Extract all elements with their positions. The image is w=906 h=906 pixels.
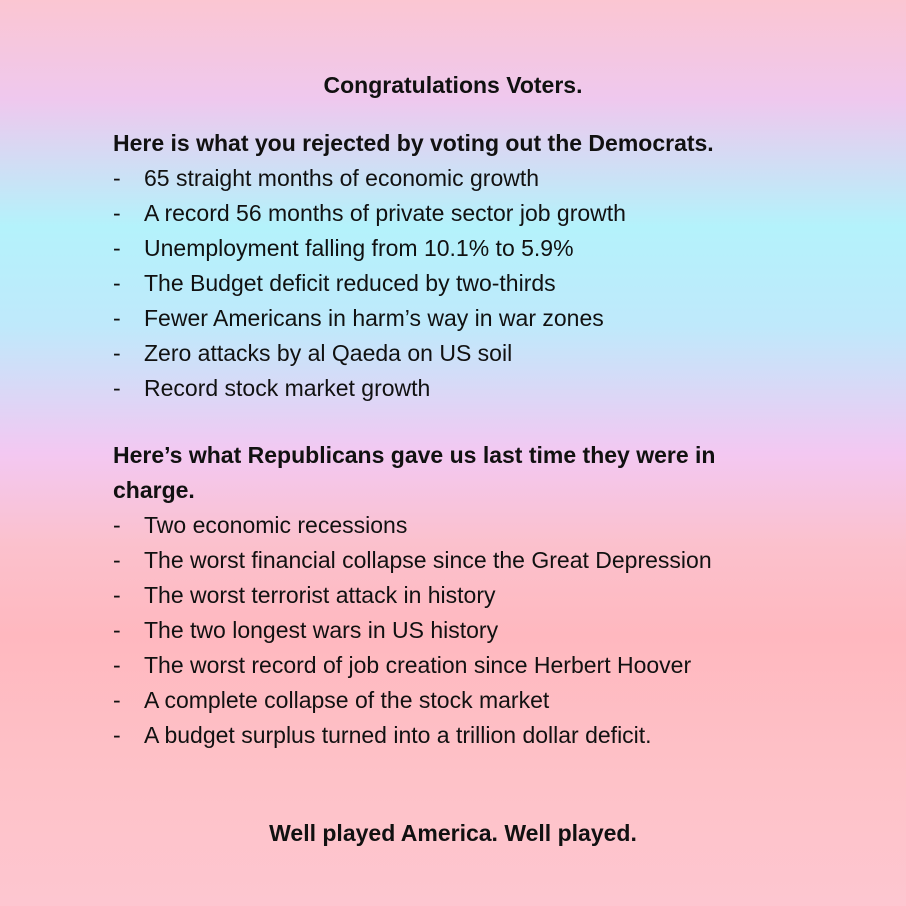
list-item	[113, 336, 793, 371]
list-item	[113, 683, 793, 718]
bullet-dash: -	[113, 165, 121, 191]
republicans-section	[113, 438, 793, 753]
list-item-text: Two economic recessions	[144, 512, 408, 538]
bullet-dash: -	[113, 687, 121, 713]
list-item	[113, 718, 793, 753]
democrats-section	[113, 126, 793, 406]
list-item-text: Fewer Americans in harm’s way in war zones	[144, 305, 604, 331]
republicans-list	[113, 508, 793, 753]
list-item-text: A record 56 months of private sector job growth	[144, 200, 626, 226]
bullet-dash: -	[113, 200, 121, 226]
bullet-dash: -	[113, 270, 121, 296]
bullet-dash: -	[113, 305, 121, 331]
list-item	[113, 613, 793, 648]
list-item-text: The worst financial collapse since the Great Depression	[144, 547, 712, 573]
list-item-text: Unemployment falling from 10.1% to 5.9%	[144, 235, 574, 261]
list-item-text: The worst record of job creation since Herbert Hoover	[144, 652, 692, 678]
republicans-heading: Here’s what Republicans gave us last time they were in charge.	[113, 442, 716, 503]
democrats-list	[113, 161, 793, 406]
list-item	[113, 301, 793, 336]
list-item	[113, 543, 793, 578]
list-item-text: The Budget deficit reduced by two-thirds	[144, 270, 556, 296]
bullet-dash: -	[113, 375, 121, 401]
list-item-text: Record stock market growth	[144, 375, 431, 401]
list-item	[113, 648, 793, 683]
list-item-text: A budget surplus turned into a trillion dollar deficit.	[144, 722, 652, 748]
bullet-dash: -	[113, 617, 121, 643]
page-title: Congratulations Voters.	[323, 72, 583, 98]
list-item-text: The worst terrorist attack in history	[144, 582, 496, 608]
list-item-text: 65 straight months of economic growth	[144, 165, 540, 191]
bullet-dash: -	[113, 722, 121, 748]
democrats-heading: Here is what you rejected by voting out the Democrats.	[113, 130, 714, 156]
list-item-text: The two longest wars in US history	[144, 617, 499, 643]
bullet-dash: -	[113, 512, 121, 538]
list-item-text: Zero attacks by al Qaeda on US soil	[144, 340, 513, 366]
list-item-text: A complete collapse of the stock market	[144, 687, 550, 713]
list-item	[113, 371, 793, 406]
list-item	[113, 578, 793, 613]
list-item	[113, 161, 793, 196]
list-item	[113, 231, 793, 266]
closing-line: Well played America. Well played.	[269, 820, 637, 846]
list-item	[113, 266, 793, 301]
list-item	[113, 508, 793, 543]
bullet-dash: -	[113, 582, 121, 608]
list-item	[113, 196, 793, 231]
bullet-dash: -	[113, 547, 121, 573]
bullet-dash: -	[113, 652, 121, 678]
bullet-dash: -	[113, 235, 121, 261]
bullet-dash: -	[113, 340, 121, 366]
